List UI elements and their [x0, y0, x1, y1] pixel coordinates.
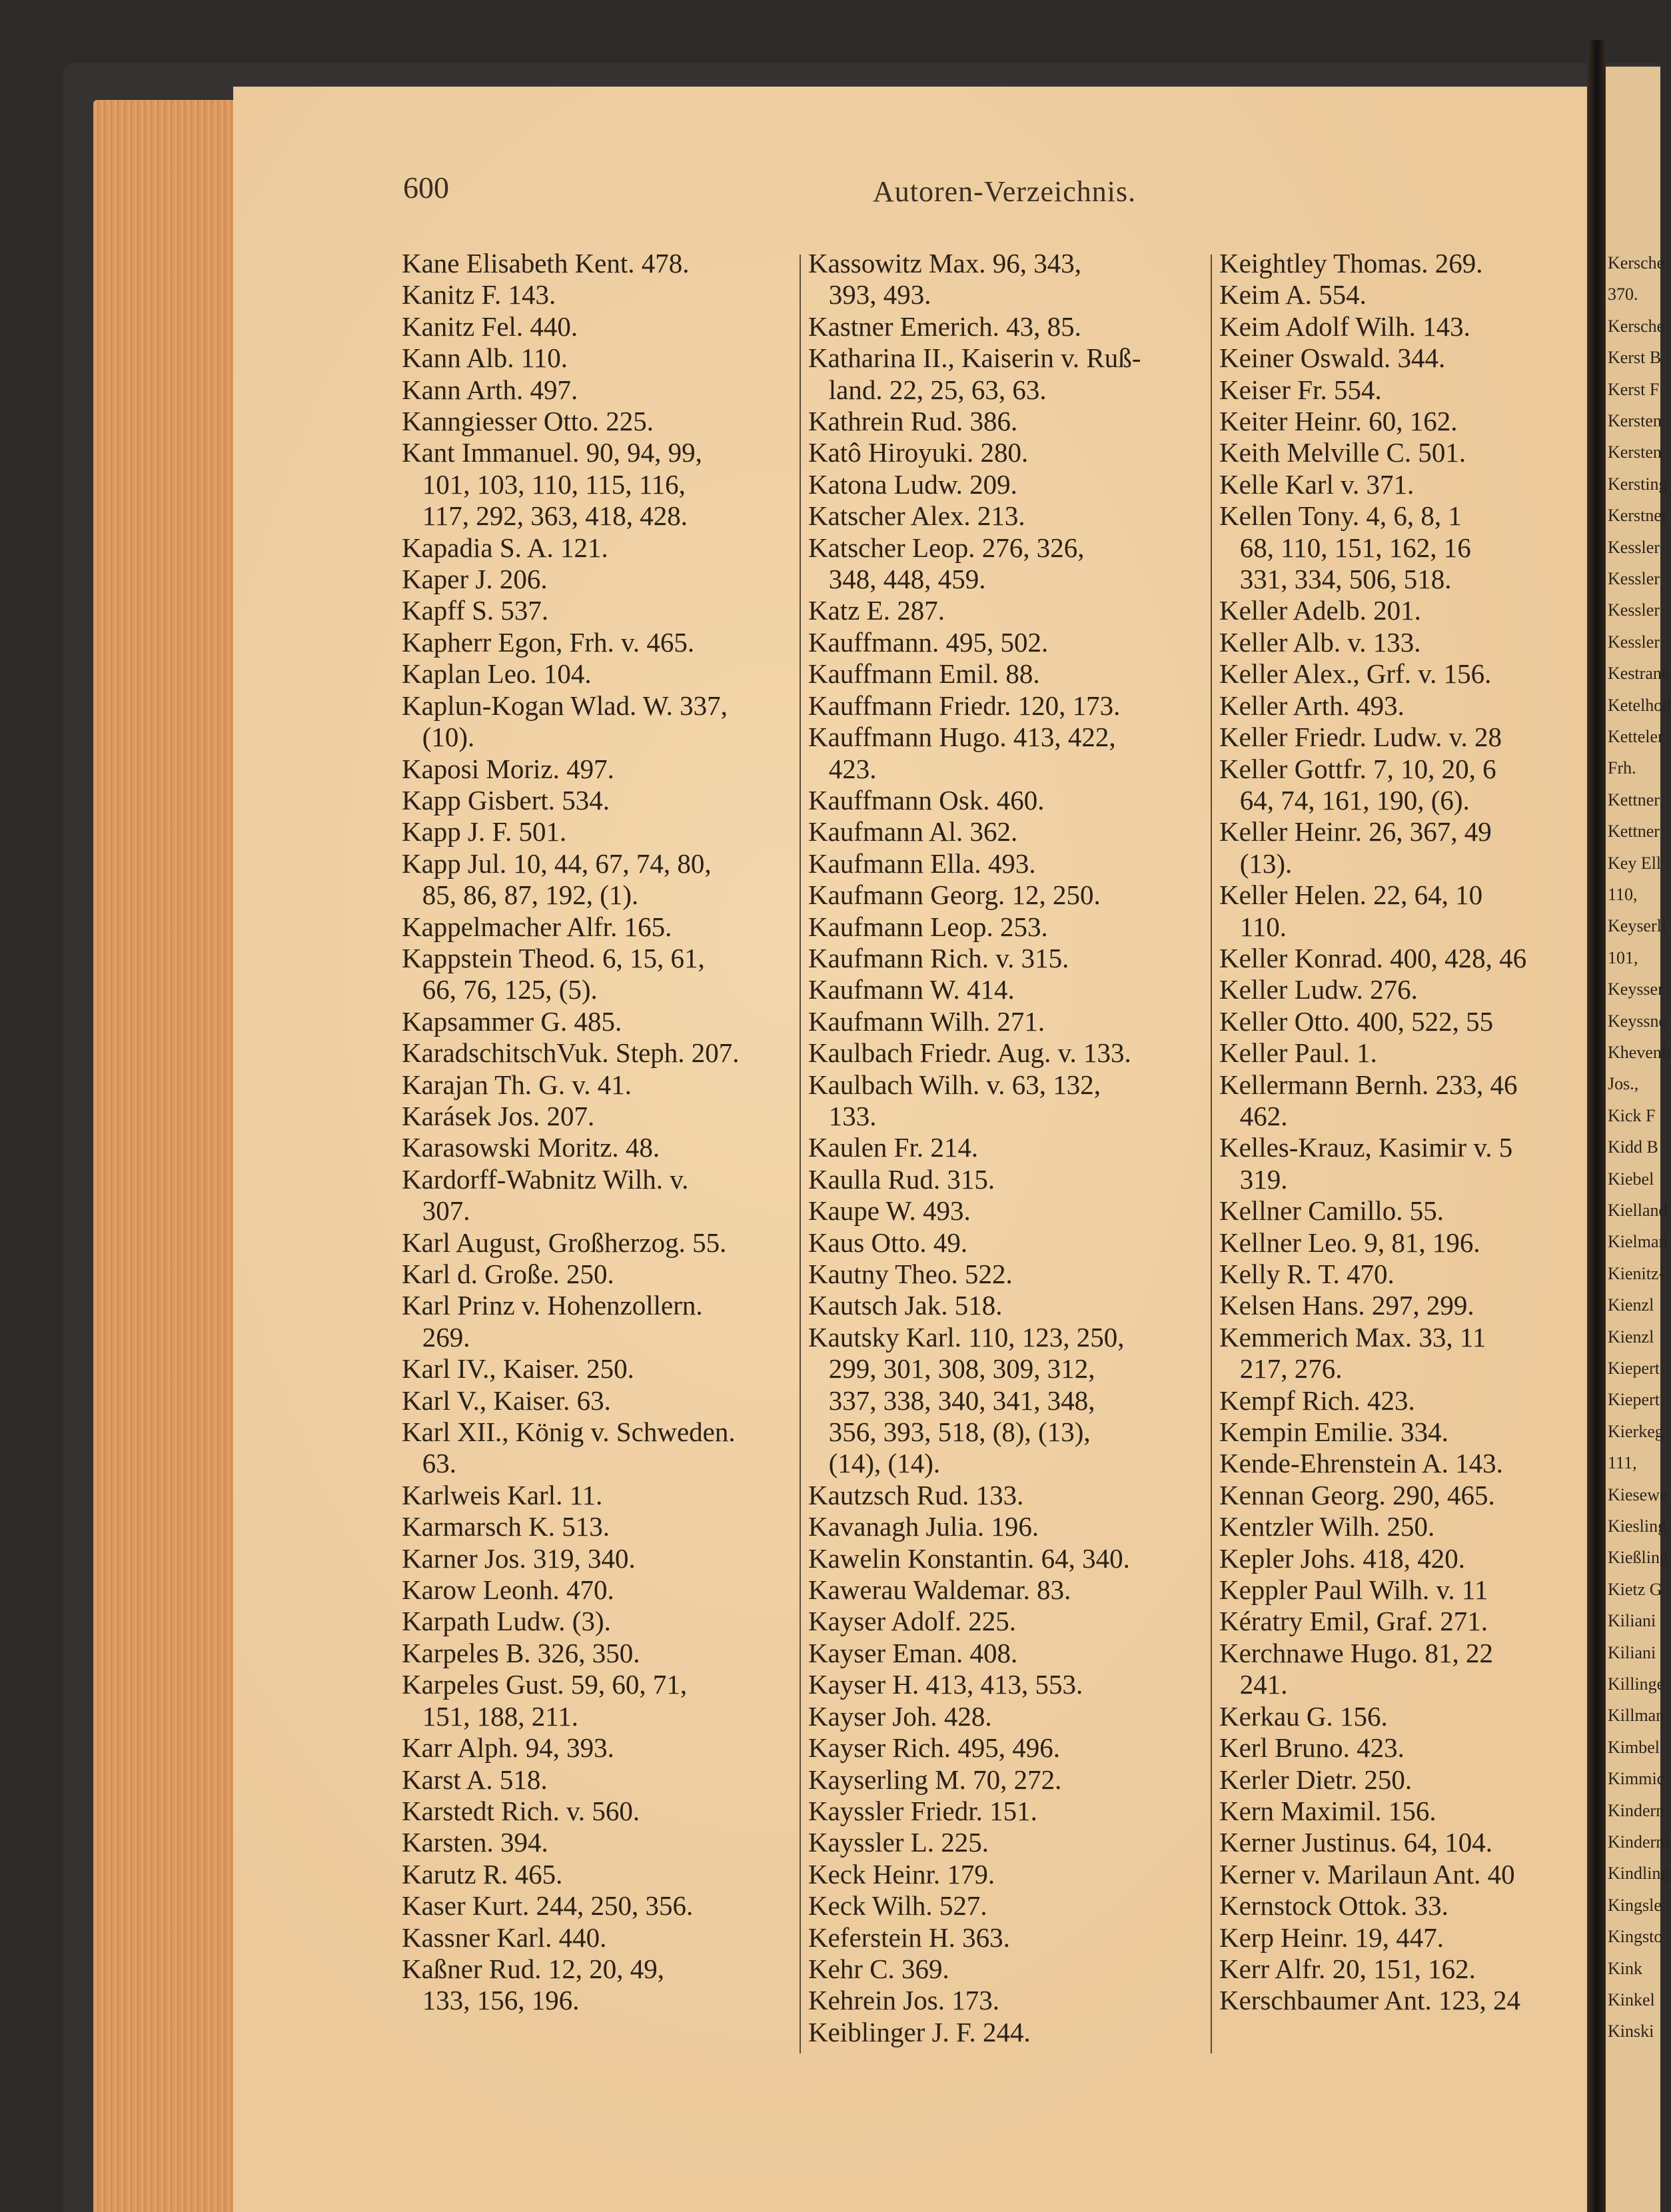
index-entry: Kaulbach Wilh. v. 63, 132, [808, 1069, 1101, 1100]
column-divider [1211, 255, 1212, 2053]
index-entry: 462. [1219, 1100, 1288, 1131]
next-page-fragment: Ketelhod [1608, 695, 1671, 715]
index-entry: Kastner Emerich. 43, 85. [808, 310, 1081, 342]
index-entry: Kassner Karl. 440. [402, 1922, 607, 1953]
next-page-fragment: Frh. [1608, 758, 1636, 778]
index-entry: Kayser Rich. 495, 496. [808, 1732, 1061, 1764]
index-entry: Kautsch Jak. 518. [808, 1290, 1003, 1321]
page-title: Autoren-Verzeichnis. [873, 175, 1137, 208]
index-entry: Kaufmann Wilh. 271. [808, 1005, 1045, 1037]
next-page-fragment: Kidd B [1608, 1137, 1658, 1157]
next-page-fragment: Kick F [1608, 1105, 1656, 1125]
index-entry: Katô Hiroyuki. 280. [808, 437, 1029, 468]
index-entry: 133. [808, 1100, 877, 1131]
index-entry: Keller Alex., Grf. v. 156. [1219, 658, 1492, 690]
next-page-fragment: Kiebel [1608, 1169, 1654, 1189]
index-entry: Karásek Jos. 207. [402, 1100, 595, 1131]
index-entry: Keferstein H. 363. [808, 1922, 1010, 1953]
next-page-fragment: Kienitz- [1608, 1263, 1665, 1283]
index-entry: Kellen Tony. 4, 6, 8, 1 [1219, 500, 1462, 532]
index-entry: Kautsky Karl. 110, 123, 250, [808, 1321, 1125, 1353]
index-entry: Keiner Oswald. 344. [1219, 342, 1446, 374]
index-entry: Kerner v. Marilaun Ant. 40 [1219, 1858, 1515, 1890]
index-entry: Keiter Heinr. 60, 162. [1219, 406, 1458, 437]
index-entry: 423. [808, 753, 877, 784]
next-page-fragment: Kettner [1608, 822, 1660, 841]
index-entry: Karasowski Moritz. 48. [402, 1132, 660, 1163]
index-entry: Kawelin Konstantin. 64, 340. [808, 1542, 1130, 1574]
next-page-strip [1606, 67, 1671, 2212]
index-entry: Karstedt Rich. v. 560. [402, 1795, 640, 1826]
index-entry: (14), (14). [808, 1448, 941, 1479]
index-entry: Kann Arth. 497. [402, 374, 578, 405]
index-entry: Kerkau G. 156. [1219, 1700, 1388, 1732]
next-page-fragment: Kierkeg [1608, 1421, 1664, 1441]
index-entry: Karpeles B. 326, 350. [402, 1637, 640, 1668]
index-entry: Keim Adolf Wilh. 143. [1219, 310, 1470, 342]
index-entry: Kaufmann Leop. 253. [808, 911, 1048, 942]
index-entry: Kerler Dietr. 250. [1219, 1764, 1412, 1795]
index-entry: (13). [1219, 847, 1293, 879]
index-entry: Kaßner Rud. 12, 20, 49, [402, 1953, 665, 1984]
next-page-fragment: Keyserli [1608, 916, 1667, 936]
index-entry: Kaufmann Georg. 12, 250. [808, 879, 1101, 911]
index-entry: Keller Paul. 1. [1219, 1037, 1377, 1069]
index-entry: 63. [402, 1448, 456, 1479]
index-entry: Kayserling M. 70, 272. [808, 1764, 1062, 1795]
index-entry: Kassowitz Max. 96, 343, [808, 248, 1081, 278]
index-entry: 319. [1219, 1163, 1288, 1195]
next-page-fragment: 370. [1608, 284, 1638, 304]
index-entry: Karr Alph. 94, 393. [402, 1732, 614, 1764]
index-entry: 133, 156, 196. [402, 1985, 580, 2016]
index-entry: Kelsen Hans. 297, 299. [1219, 1290, 1474, 1321]
index-entry: Katscher Alex. 213. [808, 500, 1025, 532]
index-entry: Kayser Adolf. 225. [808, 1606, 1017, 1637]
index-entry: Kaus Otto. 49. [808, 1227, 968, 1258]
next-page-fragment: Kinkel [1608, 1990, 1655, 2009]
next-page-fragment: Kienzl [1608, 1295, 1654, 1315]
index-entry: Kaufmann Ella. 493. [808, 847, 1036, 879]
next-page-fragment: Kessler [1608, 537, 1660, 557]
next-page-fragment: Kingsle [1608, 1895, 1662, 1915]
index-entry: Kératry Emil, Graf. 271. [1219, 1606, 1488, 1637]
index-entry: Kellner Leo. 9, 81, 196. [1219, 1227, 1480, 1258]
index-entry: Kellner Camillo. 55. [1219, 1195, 1444, 1227]
page-edge [93, 100, 233, 2212]
index-entry: Kapp J. F. 501. [402, 816, 567, 847]
next-page-fragment: Kettner [1608, 790, 1660, 810]
index-entry: Karmarsch K. 513. [402, 1511, 610, 1542]
index-entry: Karutz R. 465. [402, 1858, 563, 1890]
next-page-fragment: Kielland [1608, 1201, 1668, 1220]
next-page-fragment: Kersting [1608, 474, 1668, 494]
next-page-fragment: Kerst B [1608, 348, 1662, 368]
index-column-left [402, 248, 802, 2017]
next-page-fragment: Kingsto [1608, 1927, 1663, 1947]
index-entry: Keller Arth. 493. [1219, 690, 1404, 721]
index-entry: Kelles-Krauz, Kasimir v. 5 [1219, 1132, 1513, 1163]
index-entry: Keller Otto. 400, 522, 55 [1219, 1005, 1494, 1037]
index-entry: Karow Leonh. 470. [402, 1574, 614, 1606]
index-entry: Kernstock Ottok. 33. [1219, 1890, 1448, 1922]
next-page-fragment: Kienzl [1608, 1327, 1654, 1347]
index-entry: Kann Alb. 110. [402, 342, 568, 374]
index-entry: Kapff S. 537. [402, 595, 549, 626]
index-entry: Kaper J. 206. [402, 564, 548, 595]
next-page-fragment: Killinge [1608, 1674, 1665, 1694]
index-entry: land. 22, 25, 63, 63. [808, 374, 1047, 405]
index-entry: Keller Konrad. 400, 428, 46 [1219, 942, 1527, 973]
index-entry: Kende-Ehrenstein A. 143. [1219, 1448, 1503, 1479]
index-entry: 117, 292, 363, 418, 428. [402, 500, 688, 532]
index-entry: 85, 86, 87, 192, (1). [402, 879, 639, 911]
next-page-fragment: Khevenh [1608, 1043, 1670, 1062]
index-entry: Keppler Paul Wilh. v. 11 [1219, 1574, 1488, 1606]
index-entry: Kerchnawe Hugo. 81, 22 [1219, 1637, 1494, 1668]
index-entry: Kaulbach Friedr. Aug. v. 133. [808, 1037, 1131, 1069]
index-entry: Kanitz Fel. 440. [402, 310, 578, 342]
index-entry: Kanngiesser Otto. 225. [402, 406, 654, 437]
index-entry: Karl XII., König v. Schweden. [402, 1416, 736, 1448]
index-entry: Kathrein Rud. 386. [808, 406, 1018, 437]
index-entry: Karsten. 394. [402, 1827, 548, 1858]
index-entry: Kayser Joh. 428. [808, 1700, 992, 1732]
next-page-fragment: Ketteler [1608, 727, 1664, 746]
index-entry: Kern Maximil. 156. [1219, 1795, 1436, 1826]
next-page-fragment: Kiliani [1608, 1611, 1656, 1631]
index-entry: Kempin Emilie. 334. [1219, 1416, 1448, 1448]
next-page-fragment: Kestrane [1608, 664, 1670, 684]
index-entry: 64, 74, 161, 190, (6). [1219, 784, 1470, 816]
index-entry: Kayser H. 413, 413, 553. [808, 1669, 1083, 1700]
index-entry: Keller Gottfr. 7, 10, 20, 6 [1219, 753, 1496, 784]
index-entry: Kapp Jul. 10, 44, 67, 74, 80, [402, 847, 712, 879]
index-entry: Katharina II., Kaiserin v. Ruß- [808, 342, 1141, 374]
index-entry: KaradschitschVuk. Steph. 207. [402, 1037, 740, 1069]
next-page-fragment: Kindern [1608, 1800, 1665, 1820]
index-entry: Kellermann Bernh. 233, 46 [1219, 1069, 1518, 1100]
next-page-fragment: 101, [1608, 947, 1638, 967]
next-page-fragment: Kessler [1608, 632, 1660, 652]
index-entry: 101, 103, 110, 115, 116, [402, 468, 686, 500]
index-entry: 151, 188, 211. [402, 1700, 578, 1732]
index-entry: Kerr Alfr. 20, 151, 162. [1219, 1953, 1476, 1984]
index-entry: Kehr C. 369. [808, 1953, 949, 1984]
index-entry: Kanitz F. 143. [402, 279, 556, 310]
next-page-fragment: 111, [1608, 1453, 1637, 1473]
next-page-fragment: Kessler [1608, 600, 1660, 620]
index-entry: Karl IV., Kaiser. 250. [402, 1353, 634, 1384]
index-entry: Kerschbaumer Ant. 123, 24 [1219, 1985, 1521, 2016]
index-entry: 217, 276. [1219, 1353, 1343, 1384]
index-entry: Kayssler Friedr. 151. [808, 1795, 1037, 1826]
index-entry: Kapp Gisbert. 534. [402, 784, 610, 816]
index-entry: Kemmerich Max. 33, 11 [1219, 1321, 1486, 1353]
index-entry: Keightley Thomas. 269. [1219, 248, 1483, 278]
next-page-fragment: Kiesewe [1608, 1484, 1668, 1504]
book-gutter [1587, 40, 1607, 2212]
index-entry: Keiser Fr. 554. [1219, 374, 1382, 405]
index-entry: Kautzsch Rud. 133. [808, 1479, 1024, 1510]
index-entry: Kelle Karl v. 371. [1219, 468, 1414, 500]
index-entry: Kaulen Fr. 214. [808, 1132, 979, 1163]
index-entry: Kautny Theo. 522. [808, 1259, 1013, 1289]
index-entry: Kapadia S. A. 121. [402, 532, 608, 563]
next-page-fragment: Kiliani [1608, 1642, 1656, 1662]
page-number: 600 [403, 171, 449, 205]
index-entry: Katscher Leop. 276, 326, [808, 532, 1085, 563]
index-entry: 241. [1219, 1669, 1288, 1700]
index-entry: Kaufmann Rich. v. 315. [808, 942, 1069, 973]
next-page-fragment: Kink [1608, 1958, 1642, 1978]
next-page-fragment: Keyssne [1608, 1011, 1667, 1031]
index-entry: Karl V., Kaiser. 63. [402, 1384, 611, 1416]
index-entry: Kaplan Leo. 104. [402, 658, 592, 690]
index-entry: Kauffmann Osk. 460. [808, 784, 1045, 816]
index-entry: Kayssler L. 225. [808, 1827, 989, 1858]
index-entry: Keller Adelb. 201. [1219, 595, 1421, 626]
next-page-fragment: Kiepert [1608, 1359, 1660, 1378]
index-entry: Karajan Th. G. v. 41. [402, 1069, 632, 1100]
index-entry: Kauffmann Friedr. 120, 173. [808, 690, 1121, 721]
index-entry: 393, 493. [808, 279, 931, 310]
index-entry: Keiblinger J. F. 244. [808, 2016, 1031, 2047]
index-entry: 299, 301, 308, 309, 312, [808, 1353, 1095, 1384]
index-entry: Kaufmann Al. 362. [808, 816, 1018, 847]
index-entry: Kaufmann W. 414. [808, 974, 1015, 1005]
next-page-fragment: Kersche [1608, 316, 1665, 336]
index-entry: Kehrein Jos. 173. [808, 1985, 999, 2016]
index-entry: Karl August, Großherzog. 55. [402, 1227, 727, 1258]
index-entry: Kerp Heinr. 19, 447. [1219, 1922, 1444, 1953]
index-entry: 337, 338, 340, 341, 348, [808, 1384, 1095, 1416]
next-page-fragment: Key Ell [1608, 853, 1662, 873]
index-entry: Kappstein Theod. 6, 15, 61, [402, 942, 705, 973]
next-page-fragment: Kessler [1608, 569, 1660, 588]
index-entry: Kaupe W. 493. [808, 1195, 971, 1227]
index-entry: 348, 448, 459. [808, 564, 986, 595]
next-page-fragment: Keysser [1608, 979, 1664, 999]
index-entry: 110. [1219, 911, 1287, 942]
index-entry: Kaulla Rud. 315. [808, 1163, 995, 1195]
next-page-fragment: Jos., [1608, 1074, 1639, 1094]
index-entry: Kardorff-Wabnitz Wilh. v. [402, 1163, 689, 1195]
index-entry: Kawerau Waldemar. 83. [808, 1574, 1071, 1606]
next-page-fragment: Kietz G [1608, 1579, 1662, 1599]
index-entry: Kelly R. T. 470. [1219, 1259, 1394, 1289]
index-entry: Keller Helen. 22, 64, 10 [1219, 879, 1483, 911]
index-entry: Kaplun-Kogan Wlad. W. 337, [402, 690, 728, 721]
index-entry: Kane Elisabeth Kent. 478. [402, 248, 690, 278]
index-entry: 331, 334, 506, 518. [1219, 564, 1452, 595]
index-entry: Kapherr Egon, Frh. v. 465. [402, 626, 695, 658]
index-entry: Kauffmann Hugo. 413, 422, [808, 722, 1116, 753]
index-entry: Katz E. 287. [808, 595, 945, 626]
index-entry: Kennan Georg. 290, 465. [1219, 1479, 1495, 1510]
index-entry: 307. [402, 1195, 470, 1227]
next-page-fragment: Kinderm [1608, 1832, 1670, 1852]
index-entry: Kappelmacher Alfr. 165. [402, 911, 672, 942]
next-page-fragment: Kerstner [1608, 506, 1668, 526]
index-column-right [1219, 248, 1592, 2017]
index-entry: Kerner Justinus. 64, 104. [1219, 1827, 1492, 1858]
next-page-fragment: Kinski [1608, 2021, 1654, 2041]
index-entry: 356, 393, 518, (8), (13), [808, 1416, 1091, 1448]
next-page-fragment: Kiepert [1608, 1390, 1660, 1410]
index-entry: Karl Prinz v. Hohenzollern. [402, 1290, 703, 1321]
index-entry: Kepler Johs. 418, 420. [1219, 1542, 1465, 1574]
index-entry: Karner Jos. 319, 340. [402, 1542, 636, 1574]
index-entry: Karpath Ludw. (3). [402, 1606, 611, 1637]
index-entry: Karlweis Karl. 11. [402, 1479, 603, 1510]
next-page-fragment: Killman [1608, 1706, 1665, 1726]
index-entry: Keck Wilh. 527. [808, 1890, 987, 1922]
index-entry: Karst A. 518. [402, 1764, 548, 1795]
index-entry: Katona Ludw. 209. [808, 468, 1017, 500]
next-page-fragment: Kersche [1608, 253, 1665, 273]
next-page-fragment: Kersten [1608, 411, 1662, 430]
next-page-fragment: Kindling [1608, 1864, 1670, 1884]
index-column-middle [808, 248, 1208, 2048]
index-entry: Kayser Eman. 408. [808, 1637, 1018, 1668]
index-entry: Kauffmann Emil. 88. [808, 658, 1040, 690]
next-page-fragment: Kielman [1608, 1232, 1668, 1252]
next-page-fragment: Kerst F [1608, 379, 1660, 399]
index-entry: Kapsammer G. 485. [402, 1005, 622, 1037]
index-entry: Kant Immanuel. 90, 94, 99, [402, 437, 702, 468]
index-entry: Keller Ludw. 276. [1219, 974, 1418, 1005]
index-entry: Keller Friedr. Ludw. v. 28 [1219, 722, 1502, 753]
index-entry: Keller Heinr. 26, 367, 49 [1219, 816, 1492, 847]
index-entry: Karpeles Gust. 59, 60, 71, [402, 1669, 688, 1700]
next-page-fragment: Kießling [1608, 1548, 1668, 1568]
next-page-fragment: Kiesling [1608, 1516, 1667, 1536]
index-entry: (10). [402, 722, 475, 753]
next-page-fragment: 110, [1608, 885, 1638, 904]
index-entry: 269. [402, 1321, 470, 1353]
index-entry: Keim A. 554. [1219, 279, 1367, 310]
index-entry: Kerl Bruno. 423. [1219, 1732, 1404, 1764]
index-entry: Kempf Rich. 423. [1219, 1384, 1415, 1416]
next-page-fragment: Kimmic [1608, 1769, 1665, 1789]
next-page-fragment: Kimbel [1608, 1737, 1660, 1757]
index-entry: Keller Alb. v. 133. [1219, 626, 1421, 658]
index-entry: 68, 110, 151, 162, 16 [1219, 532, 1471, 563]
index-entry: Karl d. Große. 250. [402, 1259, 614, 1289]
index-entry: Kavanagh Julia. 196. [808, 1511, 1039, 1542]
index-entry: Kentzler Wilh. 250. [1219, 1511, 1435, 1542]
index-entry: Keith Melville C. 501. [1219, 437, 1466, 468]
index-entry: 66, 76, 125, (5). [402, 974, 598, 1005]
next-page-fragment: Kersten [1608, 442, 1662, 462]
index-entry: Kauffmann. 495, 502. [808, 626, 1049, 658]
index-entry: Kaser Kurt. 244, 250, 356. [402, 1890, 694, 1922]
index-entry: Kaposi Moriz. 497. [402, 753, 614, 784]
index-entry: Keck Heinr. 179. [808, 1858, 995, 1890]
